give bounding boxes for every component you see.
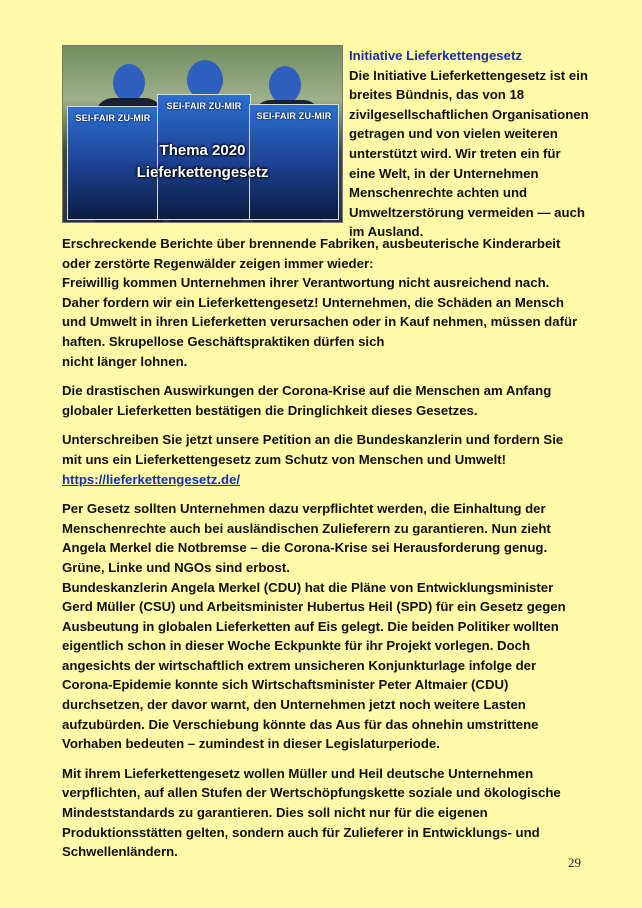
photo-title-line2: Lieferkettengesetz [136, 164, 269, 181]
paragraph-2: Freiwillig kommen Unternehmen ihrer Verantwortung nicht ausreichend nach. Daher fordern wir ein Lieferkettengesetz! Unternehmen, die Schäden an Mensch und Umwelt in ihren Lieferketten verursachen oder in Kauf nehmen, müssen dafür haften. Skrupellose Geschäftspraktiken dürfen sich [62, 275, 578, 349]
intro-block [349, 46, 589, 242]
photo-title-line1: Thema 2020 [159, 142, 246, 159]
paragraph-3: Die drastischen Auswirkungen der Corona-Krise auf die Menschen am Anfang globaler Lieferketten bestätigen die Dringlichkeit dieses Gesetzes. [62, 383, 552, 418]
paragraph-7: Mit ihrem Lieferkettengesetz wollen Müller und Heil deutsche Unternehmen verpflichten, auf allen Stufen der Wertschöpfungskette soziale und ökologische Mindeststandards zu garantieren. Dies soll nicht nur für die eigenen Produktionsstätten gelten, sondern auch für Zulieferer in Entwicklungs- und Schwellenländern. [62, 765, 561, 860]
paragraph-2b: nicht länger lohnen. [62, 353, 188, 369]
poster-right [249, 104, 339, 220]
page-number: 29 [568, 855, 581, 870]
article-body [62, 234, 586, 872]
painted-face [269, 66, 301, 104]
poster-label: SEI-FAIR ZU-MIR [166, 101, 242, 111]
paragraph-4 [62, 430, 586, 489]
intro-text: Die Initiative Lieferkettengesetz ist ein breites Bündnis, das von 18 zivilgesellschaftlichen Organisationen getragen und von vielen weiteren unterstützt wird. Wir treten ein für eine Welt, in der Unternehmen Menschenrechte achten und Umweltzerstörung vermeiden — auch im Ausland. [349, 67, 589, 240]
paragraph-1: Erschreckende Berichte über brennende Fabriken, ausbeuterische Kinderarbeit oder zerstörte Regenwälder zeigen immer wieder: [62, 236, 561, 271]
paragraph-6: Bundeskanzlerin Angela Merkel (CDU) hat die Pläne von Entwicklungsminister Gerd Müller (CSU) und Arbeitsminister Hubertus Heil (SPD) für ein Gesetz gegen Ausbeutung in globalen Lieferketten auf Eis gelegt. Die beiden Politiker wollten eigentlich schon in dieser Woche Eckpunkte für ihr Projekt vorlegen. Doch angesichts der wirtschaftlich extrem unsicheren Konjunkturlage infolge der Corona-Epidemie konnte sich Wirtschaftsminister Peter Altmaier (CDU) durchsetzen, der davor warnt, den Unternehmen jetzt noch weitere Lasten aufzubürden. Die Verschiebung könnte das Aus für das ohnehin umstrittene Vorhaben bedeuten – zumindest in dieser Legislaturperiode. [62, 579, 566, 752]
petition-link[interactable]: https://lieferkettengesetz.de/ [62, 471, 241, 487]
campaign-photo [62, 45, 343, 223]
petition-text: Unterschreiben Sie jetzt unsere Petition an die Bundeskanzlerin und fordern Sie mit uns ein Lieferkettengesetz zum Schutz von Menschen und Umwelt! [62, 432, 564, 467]
intro-title: Initiative Lieferkettengesetz [349, 48, 522, 63]
painted-face [113, 64, 145, 102]
paragraph-5: Per Gesetz sollten Unternehmen dazu verpflichtet werden, die Einhaltung der Menschenrechte auch bei ausländischen Zulieferern zu garantieren. Nun zieht Angela Merkel die Notbremse – die Corona-Krise sei Herausforderung genug. Grüne, Linke und NGOs sind erbost. [62, 501, 551, 575]
poster-label: SEI-FAIR ZU-MIR [256, 111, 332, 121]
poster-label: SEI-FAIR ZU-MIR [75, 113, 151, 123]
poster-left [67, 106, 159, 220]
